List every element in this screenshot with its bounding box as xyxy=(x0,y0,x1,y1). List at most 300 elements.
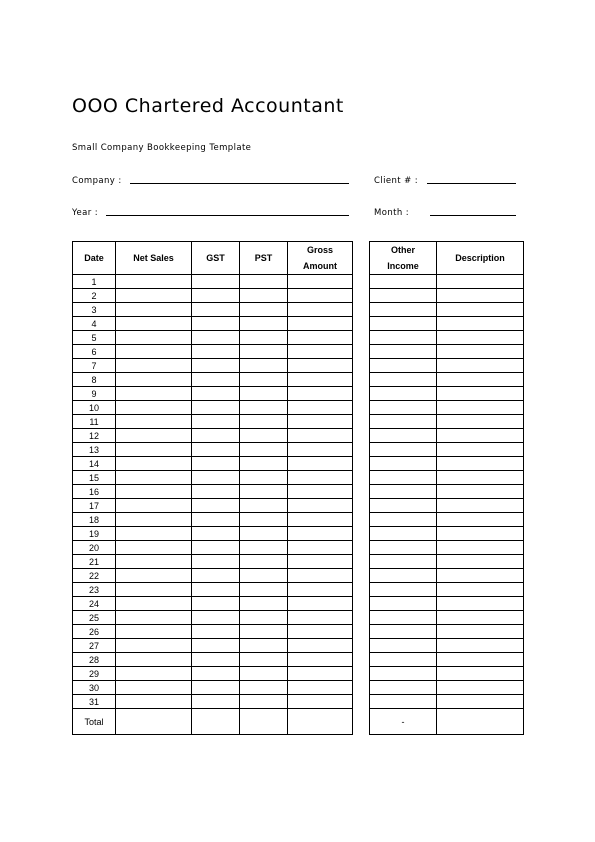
column-header-pst: PST xyxy=(240,242,288,275)
total-row xyxy=(370,709,524,735)
description-cell[interactable] xyxy=(437,499,524,513)
sales-table xyxy=(72,241,353,735)
net-sales-cell[interactable] xyxy=(116,695,192,709)
date-cell: 2 xyxy=(73,289,116,303)
pst-cell[interactable] xyxy=(240,625,288,639)
gst-cell[interactable] xyxy=(192,625,240,639)
pst-cell[interactable] xyxy=(240,485,288,499)
date-cell: 8 xyxy=(73,373,116,387)
net-sales-cell[interactable] xyxy=(116,597,192,611)
column-header-gst: GST xyxy=(192,242,240,275)
table-row xyxy=(73,653,353,667)
date-cell: 25 xyxy=(73,611,116,625)
table-row xyxy=(370,569,524,583)
table-row xyxy=(73,331,353,345)
net-sales-cell[interactable] xyxy=(116,625,192,639)
gst-cell[interactable] xyxy=(192,499,240,513)
description-cell[interactable] xyxy=(437,443,524,457)
other-income-cell[interactable] xyxy=(370,569,437,583)
gross-amount-cell[interactable] xyxy=(288,681,353,695)
gst-cell[interactable] xyxy=(192,457,240,471)
total-row xyxy=(73,709,353,735)
gst-cell[interactable] xyxy=(192,597,240,611)
description-cell[interactable] xyxy=(437,457,524,471)
other-income-cell[interactable] xyxy=(370,387,437,401)
description-cell[interactable] xyxy=(437,653,524,667)
net-sales-cell[interactable] xyxy=(116,527,192,541)
table-row xyxy=(73,667,353,681)
total-pst-cell[interactable] xyxy=(240,709,288,735)
gst-cell[interactable] xyxy=(192,429,240,443)
description-cell[interactable] xyxy=(437,331,524,345)
gross-amount-cell[interactable] xyxy=(288,667,353,681)
date-cell: 26 xyxy=(73,625,116,639)
gst-cell[interactable] xyxy=(192,513,240,527)
net-sales-cell[interactable] xyxy=(116,485,192,499)
table-row xyxy=(370,331,524,345)
other-income-cell[interactable] xyxy=(370,373,437,387)
table-row xyxy=(73,443,353,457)
date-cell: 5 xyxy=(73,331,116,345)
other-income-cell[interactable] xyxy=(370,443,437,457)
table-row xyxy=(73,457,353,471)
gst-cell[interactable] xyxy=(192,527,240,541)
gross-amount-cell[interactable] xyxy=(288,289,353,303)
net-sales-cell[interactable] xyxy=(116,513,192,527)
description-cell[interactable] xyxy=(437,695,524,709)
table-row xyxy=(370,443,524,457)
table-row xyxy=(73,527,353,541)
table-row xyxy=(370,667,524,681)
gross-amount-cell[interactable] xyxy=(288,569,353,583)
table-row xyxy=(370,359,524,373)
table-row xyxy=(370,695,524,709)
total-net-sales-cell[interactable] xyxy=(116,709,192,735)
date-cell: 11 xyxy=(73,415,116,429)
table-row xyxy=(370,555,524,569)
other-income-cell[interactable] xyxy=(370,653,437,667)
total-gst-cell[interactable] xyxy=(192,709,240,735)
description-cell[interactable] xyxy=(437,415,524,429)
net-sales-cell[interactable] xyxy=(116,415,192,429)
description-cell[interactable] xyxy=(437,667,524,681)
other-income-cell[interactable] xyxy=(370,597,437,611)
net-sales-cell[interactable] xyxy=(116,401,192,415)
date-cell: 23 xyxy=(73,583,116,597)
pst-cell[interactable] xyxy=(240,667,288,681)
gross-amount-cell[interactable] xyxy=(288,611,353,625)
income-table-header-row xyxy=(370,242,524,275)
gst-cell[interactable] xyxy=(192,415,240,429)
other-income-cell[interactable] xyxy=(370,555,437,569)
table-row xyxy=(370,527,524,541)
gst-cell[interactable] xyxy=(192,639,240,653)
date-cell: 29 xyxy=(73,667,116,681)
gst-cell[interactable] xyxy=(192,555,240,569)
table-row xyxy=(370,597,524,611)
column-header-other-income: Other Income xyxy=(370,242,437,275)
table-row xyxy=(370,289,524,303)
table-row xyxy=(73,345,353,359)
gst-cell[interactable] xyxy=(192,373,240,387)
pst-cell[interactable] xyxy=(240,471,288,485)
table-row xyxy=(73,303,353,317)
pst-cell[interactable] xyxy=(240,583,288,597)
pst-cell[interactable] xyxy=(240,653,288,667)
net-sales-cell[interactable] xyxy=(116,611,192,625)
table-row xyxy=(73,485,353,499)
pst-cell[interactable] xyxy=(240,541,288,555)
net-sales-cell[interactable] xyxy=(116,555,192,569)
pst-cell[interactable] xyxy=(240,597,288,611)
date-cell: 18 xyxy=(73,513,116,527)
net-sales-cell[interactable] xyxy=(116,471,192,485)
table-row xyxy=(73,401,353,415)
net-sales-cell[interactable] xyxy=(116,331,192,345)
table-row xyxy=(73,597,353,611)
table-row xyxy=(370,401,524,415)
net-sales-cell[interactable] xyxy=(116,569,192,583)
pst-cell[interactable] xyxy=(240,527,288,541)
net-sales-cell[interactable] xyxy=(116,499,192,513)
table-row xyxy=(73,359,353,373)
pst-cell[interactable] xyxy=(240,681,288,695)
gross-amount-cell[interactable] xyxy=(288,583,353,597)
gross-amount-cell[interactable] xyxy=(288,527,353,541)
other-income-cell[interactable] xyxy=(370,331,437,345)
description-cell[interactable] xyxy=(437,429,524,443)
table-row xyxy=(370,499,524,513)
description-cell[interactable] xyxy=(437,541,524,555)
gross-amount-cell[interactable] xyxy=(288,331,353,345)
pst-cell[interactable] xyxy=(240,695,288,709)
other-income-cell[interactable] xyxy=(370,471,437,485)
gross-amount-cell[interactable] xyxy=(288,415,353,429)
net-sales-cell[interactable] xyxy=(116,289,192,303)
gst-cell[interactable] xyxy=(192,345,240,359)
table-row xyxy=(73,429,353,443)
table-row xyxy=(370,583,524,597)
date-cell: 17 xyxy=(73,499,116,513)
table-row xyxy=(370,373,524,387)
column-header-gross-amount: Gross Amount xyxy=(288,242,353,275)
gst-cell[interactable] xyxy=(192,485,240,499)
date-cell: 12 xyxy=(73,429,116,443)
date-cell: 7 xyxy=(73,359,116,373)
gross-amount-cell[interactable] xyxy=(288,387,353,401)
gst-cell[interactable] xyxy=(192,359,240,373)
gross-amount-cell[interactable] xyxy=(288,513,353,527)
description-cell[interactable] xyxy=(437,681,524,695)
other-income-cell[interactable] xyxy=(370,415,437,429)
date-cell: 24 xyxy=(73,597,116,611)
date-cell: 1 xyxy=(73,275,116,289)
column-header-date: Date xyxy=(73,242,116,275)
other-income-cell[interactable] xyxy=(370,429,437,443)
other-income-cell[interactable] xyxy=(370,611,437,625)
page-subtitle: Small Company Bookkeeping Template xyxy=(72,143,252,153)
other-income-cell[interactable] xyxy=(370,513,437,527)
net-sales-cell[interactable] xyxy=(116,541,192,555)
gross-amount-cell[interactable] xyxy=(288,625,353,639)
gross-amount-cell[interactable] xyxy=(288,443,353,457)
gross-amount-cell[interactable] xyxy=(288,597,353,611)
table-row xyxy=(73,387,353,401)
pst-cell[interactable] xyxy=(240,415,288,429)
date-cell: 6 xyxy=(73,345,116,359)
gross-amount-cell[interactable] xyxy=(288,485,353,499)
gross-amount-cell[interactable] xyxy=(288,457,353,471)
pst-cell[interactable] xyxy=(240,345,288,359)
description-cell[interactable] xyxy=(437,625,524,639)
column-header-net-sales: Net Sales xyxy=(116,242,192,275)
table-row xyxy=(370,513,524,527)
gross-amount-cell[interactable] xyxy=(288,345,353,359)
date-cell: 4 xyxy=(73,317,116,331)
pst-cell[interactable] xyxy=(240,401,288,415)
client-number-field[interactable] xyxy=(427,183,516,184)
sales-table-header-row xyxy=(73,242,353,275)
gst-cell[interactable] xyxy=(192,695,240,709)
total-other-income-cell[interactable]: - xyxy=(370,709,437,735)
gross-amount-cell[interactable] xyxy=(288,317,353,331)
gross-amount-cell[interactable] xyxy=(288,653,353,667)
pst-cell[interactable] xyxy=(240,303,288,317)
net-sales-cell[interactable] xyxy=(116,681,192,695)
date-cell: 30 xyxy=(73,681,116,695)
pst-cell[interactable] xyxy=(240,639,288,653)
date-cell: 19 xyxy=(73,527,116,541)
table-row xyxy=(370,415,524,429)
date-cell: 31 xyxy=(73,695,116,709)
other-income-cell[interactable] xyxy=(370,457,437,471)
description-cell[interactable] xyxy=(437,289,524,303)
net-sales-cell[interactable] xyxy=(116,345,192,359)
other-income-cell[interactable] xyxy=(370,345,437,359)
other-income-cell[interactable] xyxy=(370,667,437,681)
description-cell[interactable] xyxy=(437,527,524,541)
date-cell: 15 xyxy=(73,471,116,485)
gst-cell[interactable] xyxy=(192,289,240,303)
date-cell: 16 xyxy=(73,485,116,499)
gross-amount-cell[interactable] xyxy=(288,429,353,443)
table-row xyxy=(73,695,353,709)
description-cell[interactable] xyxy=(437,387,524,401)
net-sales-cell[interactable] xyxy=(116,667,192,681)
table-row xyxy=(370,345,524,359)
description-cell[interactable] xyxy=(437,583,524,597)
table-row xyxy=(73,289,353,303)
net-sales-cell[interactable] xyxy=(116,359,192,373)
date-cell: 21 xyxy=(73,555,116,569)
table-row xyxy=(370,387,524,401)
net-sales-cell[interactable] xyxy=(116,457,192,471)
gross-amount-cell[interactable] xyxy=(288,359,353,373)
description-cell[interactable] xyxy=(437,317,524,331)
description-cell[interactable] xyxy=(437,611,524,625)
other-income-cell[interactable] xyxy=(370,499,437,513)
gst-cell[interactable] xyxy=(192,443,240,457)
gst-cell[interactable] xyxy=(192,275,240,289)
pst-cell[interactable] xyxy=(240,317,288,331)
net-sales-cell[interactable] xyxy=(116,387,192,401)
gross-amount-cell[interactable] xyxy=(288,373,353,387)
net-sales-cell[interactable] xyxy=(116,303,192,317)
gross-amount-cell[interactable] xyxy=(288,275,353,289)
gross-amount-cell[interactable] xyxy=(288,639,353,653)
table-row xyxy=(73,555,353,569)
pst-cell[interactable] xyxy=(240,457,288,471)
gst-cell[interactable] xyxy=(192,611,240,625)
gross-amount-cell[interactable] xyxy=(288,541,353,555)
pst-cell[interactable] xyxy=(240,331,288,345)
net-sales-cell[interactable] xyxy=(116,317,192,331)
table-row xyxy=(370,681,524,695)
other-income-cell[interactable] xyxy=(370,527,437,541)
table-row xyxy=(370,541,524,555)
gst-cell[interactable] xyxy=(192,653,240,667)
other-income-cell[interactable] xyxy=(370,485,437,499)
gst-cell[interactable] xyxy=(192,583,240,597)
pst-cell[interactable] xyxy=(240,387,288,401)
other-income-cell[interactable] xyxy=(370,583,437,597)
description-cell[interactable] xyxy=(437,485,524,499)
year-field[interactable] xyxy=(106,215,349,216)
table-row xyxy=(370,485,524,499)
other-income-cell[interactable] xyxy=(370,289,437,303)
pst-cell[interactable] xyxy=(240,443,288,457)
other-income-cell[interactable] xyxy=(370,401,437,415)
table-row xyxy=(370,429,524,443)
total-gross-amount-cell[interactable] xyxy=(288,709,353,735)
gross-amount-cell[interactable] xyxy=(288,471,353,485)
net-sales-cell[interactable] xyxy=(116,583,192,597)
other-income-cell[interactable] xyxy=(370,681,437,695)
total-label: Total xyxy=(73,709,116,735)
other-income-cell[interactable] xyxy=(370,639,437,653)
table-row xyxy=(73,541,353,555)
gross-amount-cell[interactable] xyxy=(288,695,353,709)
year-label: Year : xyxy=(72,208,98,218)
description-cell[interactable] xyxy=(437,275,524,289)
gst-cell[interactable] xyxy=(192,569,240,583)
description-cell[interactable] xyxy=(437,401,524,415)
description-cell[interactable] xyxy=(437,639,524,653)
pst-cell[interactable] xyxy=(240,289,288,303)
pst-cell[interactable] xyxy=(240,373,288,387)
table-row xyxy=(370,639,524,653)
company-label: Company : xyxy=(72,176,122,186)
company-field[interactable] xyxy=(130,183,349,184)
description-cell[interactable] xyxy=(437,597,524,611)
date-cell: 3 xyxy=(73,303,116,317)
gross-amount-cell[interactable] xyxy=(288,303,353,317)
gst-cell[interactable] xyxy=(192,401,240,415)
page-title: OOO Chartered Accountant xyxy=(72,95,344,117)
other-income-cell[interactable] xyxy=(370,303,437,317)
month-label: Month : xyxy=(374,208,410,218)
table-row xyxy=(73,373,353,387)
table-row xyxy=(73,415,353,429)
net-sales-cell[interactable] xyxy=(116,275,192,289)
other-income-cell[interactable] xyxy=(370,359,437,373)
other-income-cell[interactable] xyxy=(370,317,437,331)
description-cell[interactable] xyxy=(437,569,524,583)
table-row xyxy=(370,457,524,471)
pst-cell[interactable] xyxy=(240,555,288,569)
table-row xyxy=(370,653,524,667)
total-description-cell[interactable] xyxy=(437,709,524,735)
gst-cell[interactable] xyxy=(192,331,240,345)
table-row xyxy=(73,639,353,653)
table-row xyxy=(370,317,524,331)
pst-cell[interactable] xyxy=(240,611,288,625)
client-number-label: Client # : xyxy=(374,176,418,186)
gst-cell[interactable] xyxy=(192,387,240,401)
gst-cell[interactable] xyxy=(192,317,240,331)
date-cell: 13 xyxy=(73,443,116,457)
description-cell[interactable] xyxy=(437,359,524,373)
gst-cell[interactable] xyxy=(192,667,240,681)
table-row xyxy=(73,317,353,331)
description-cell[interactable] xyxy=(437,471,524,485)
other-income-cell[interactable] xyxy=(370,275,437,289)
table-row xyxy=(73,569,353,583)
gst-cell[interactable] xyxy=(192,681,240,695)
pst-cell[interactable] xyxy=(240,499,288,513)
other-income-cell[interactable] xyxy=(370,541,437,555)
description-cell[interactable] xyxy=(437,555,524,569)
income-table xyxy=(369,241,524,735)
table-row xyxy=(73,471,353,485)
date-cell: 10 xyxy=(73,401,116,415)
other-income-cell[interactable] xyxy=(370,695,437,709)
gst-cell[interactable] xyxy=(192,303,240,317)
gross-amount-cell[interactable] xyxy=(288,401,353,415)
pst-cell[interactable] xyxy=(240,513,288,527)
description-cell[interactable] xyxy=(437,303,524,317)
pst-cell[interactable] xyxy=(240,429,288,443)
pst-cell[interactable] xyxy=(240,359,288,373)
table-row xyxy=(73,681,353,695)
description-cell[interactable] xyxy=(437,513,524,527)
gst-cell[interactable] xyxy=(192,471,240,485)
gross-amount-cell[interactable] xyxy=(288,555,353,569)
gross-amount-cell[interactable] xyxy=(288,499,353,513)
table-row xyxy=(370,611,524,625)
date-cell: 22 xyxy=(73,569,116,583)
column-header-description: Description xyxy=(437,242,524,275)
net-sales-cell[interactable] xyxy=(116,373,192,387)
description-cell[interactable] xyxy=(437,345,524,359)
date-cell: 27 xyxy=(73,639,116,653)
pst-cell[interactable] xyxy=(240,275,288,289)
date-cell: 28 xyxy=(73,653,116,667)
table-row xyxy=(73,611,353,625)
month-field[interactable] xyxy=(430,215,516,216)
net-sales-cell[interactable] xyxy=(116,429,192,443)
table-row xyxy=(370,625,524,639)
description-cell[interactable] xyxy=(437,373,524,387)
other-income-cell[interactable] xyxy=(370,625,437,639)
net-sales-cell[interactable] xyxy=(116,639,192,653)
net-sales-cell[interactable] xyxy=(116,653,192,667)
net-sales-cell[interactable] xyxy=(116,443,192,457)
pst-cell[interactable] xyxy=(240,569,288,583)
date-cell: 9 xyxy=(73,387,116,401)
gst-cell[interactable] xyxy=(192,541,240,555)
table-row xyxy=(73,583,353,597)
